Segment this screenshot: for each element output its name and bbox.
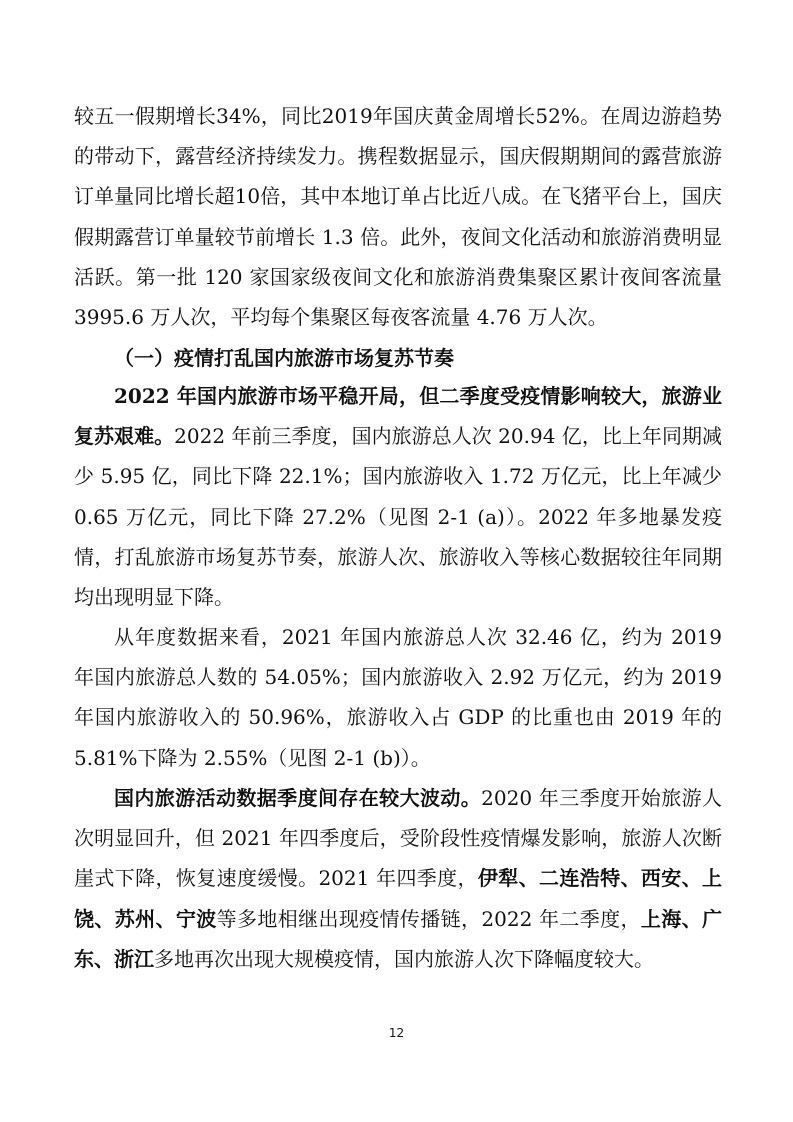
city-list-2021: 伊犁、二连浩特、西安、上饶、苏州、宁波 xyxy=(74,866,722,931)
paragraph-body: 2022 年前三季度，国内旅游总人次 20.94 亿，比上年同期减少 5.95 亿，同比下降 22.1%；国内旅游收入 1.72 万亿元，比上年减少 0.65 万亿元，同比下降 27.2%（见图 2-1 (a)）。2022 年多地暴发疫情，打乱旅游市场复苏节奏，旅游人次、旅游收入等核心数据较往年同期均出现明显下降。 xyxy=(74,424,722,610)
paragraph-continuation: 较五一假期增长34%，同比2019年国庆黄金周增长52%。在周边游趋势的带动下，露营经济持续发力。携程数据显示，国庆假期期间的露营旅游订单量同比增长超10倍，其中本地订单占比近八成。在飞猪平台上，国庆假期露营订单量较节前增长 1.3 倍。此外，夜间文化活动和旅游消费明显活跃。第一批 120 家国家级夜间文化和旅游消费集聚区累计夜间客流量 3995.6 万人次，平均每个集聚区每夜客流量 4.76 万人次。 xyxy=(74,104,722,330)
paragraph-text: 多地再次出现大规模疫情，国内旅游人次下降幅度较大。 xyxy=(154,946,654,971)
page-number: 12 xyxy=(388,1026,405,1040)
paragraph-text: 2020 年三季度开始旅游人次明显回升，但 2021 年四季度后，受阶段性疫情爆发影响，旅游人次断崖式下降，恢复速度缓慢。2021 年四季度， xyxy=(74,786,722,891)
paragraph-text: 等多地相继出现疫情传播链，2022 年二季度， xyxy=(216,906,641,931)
paragraph-quarterly-fluctuation xyxy=(74,778,722,979)
paragraph-annual-data: 从年度数据来看，2021 年国内旅游总人次 32.46 亿，约为 2019 年国内旅游总人数的 54.05%；国内旅游收入 2.92 万亿元，约为 2019 年国内旅游收入的 50.96%，旅游收入占 GDP 的比重也由 2019 年的 5.81%下降为 2.55%（见图 2-1 (b)）。 xyxy=(74,625,722,770)
paragraph-lead: 2022 年国内旅游市场平稳开局，但二季度受疫情影响较大，旅游业复苏艰难。 xyxy=(74,384,722,449)
section-heading: （一）疫情打乱国内旅游市场复苏节奏 xyxy=(114,346,454,370)
city-list-2022: 上海、广东、浙江 xyxy=(74,906,723,971)
paragraph-domestic-tourism-2022 xyxy=(74,376,722,617)
paragraph-lead: 国内旅游活动数据季度间存在较大波动。 xyxy=(114,786,482,810)
